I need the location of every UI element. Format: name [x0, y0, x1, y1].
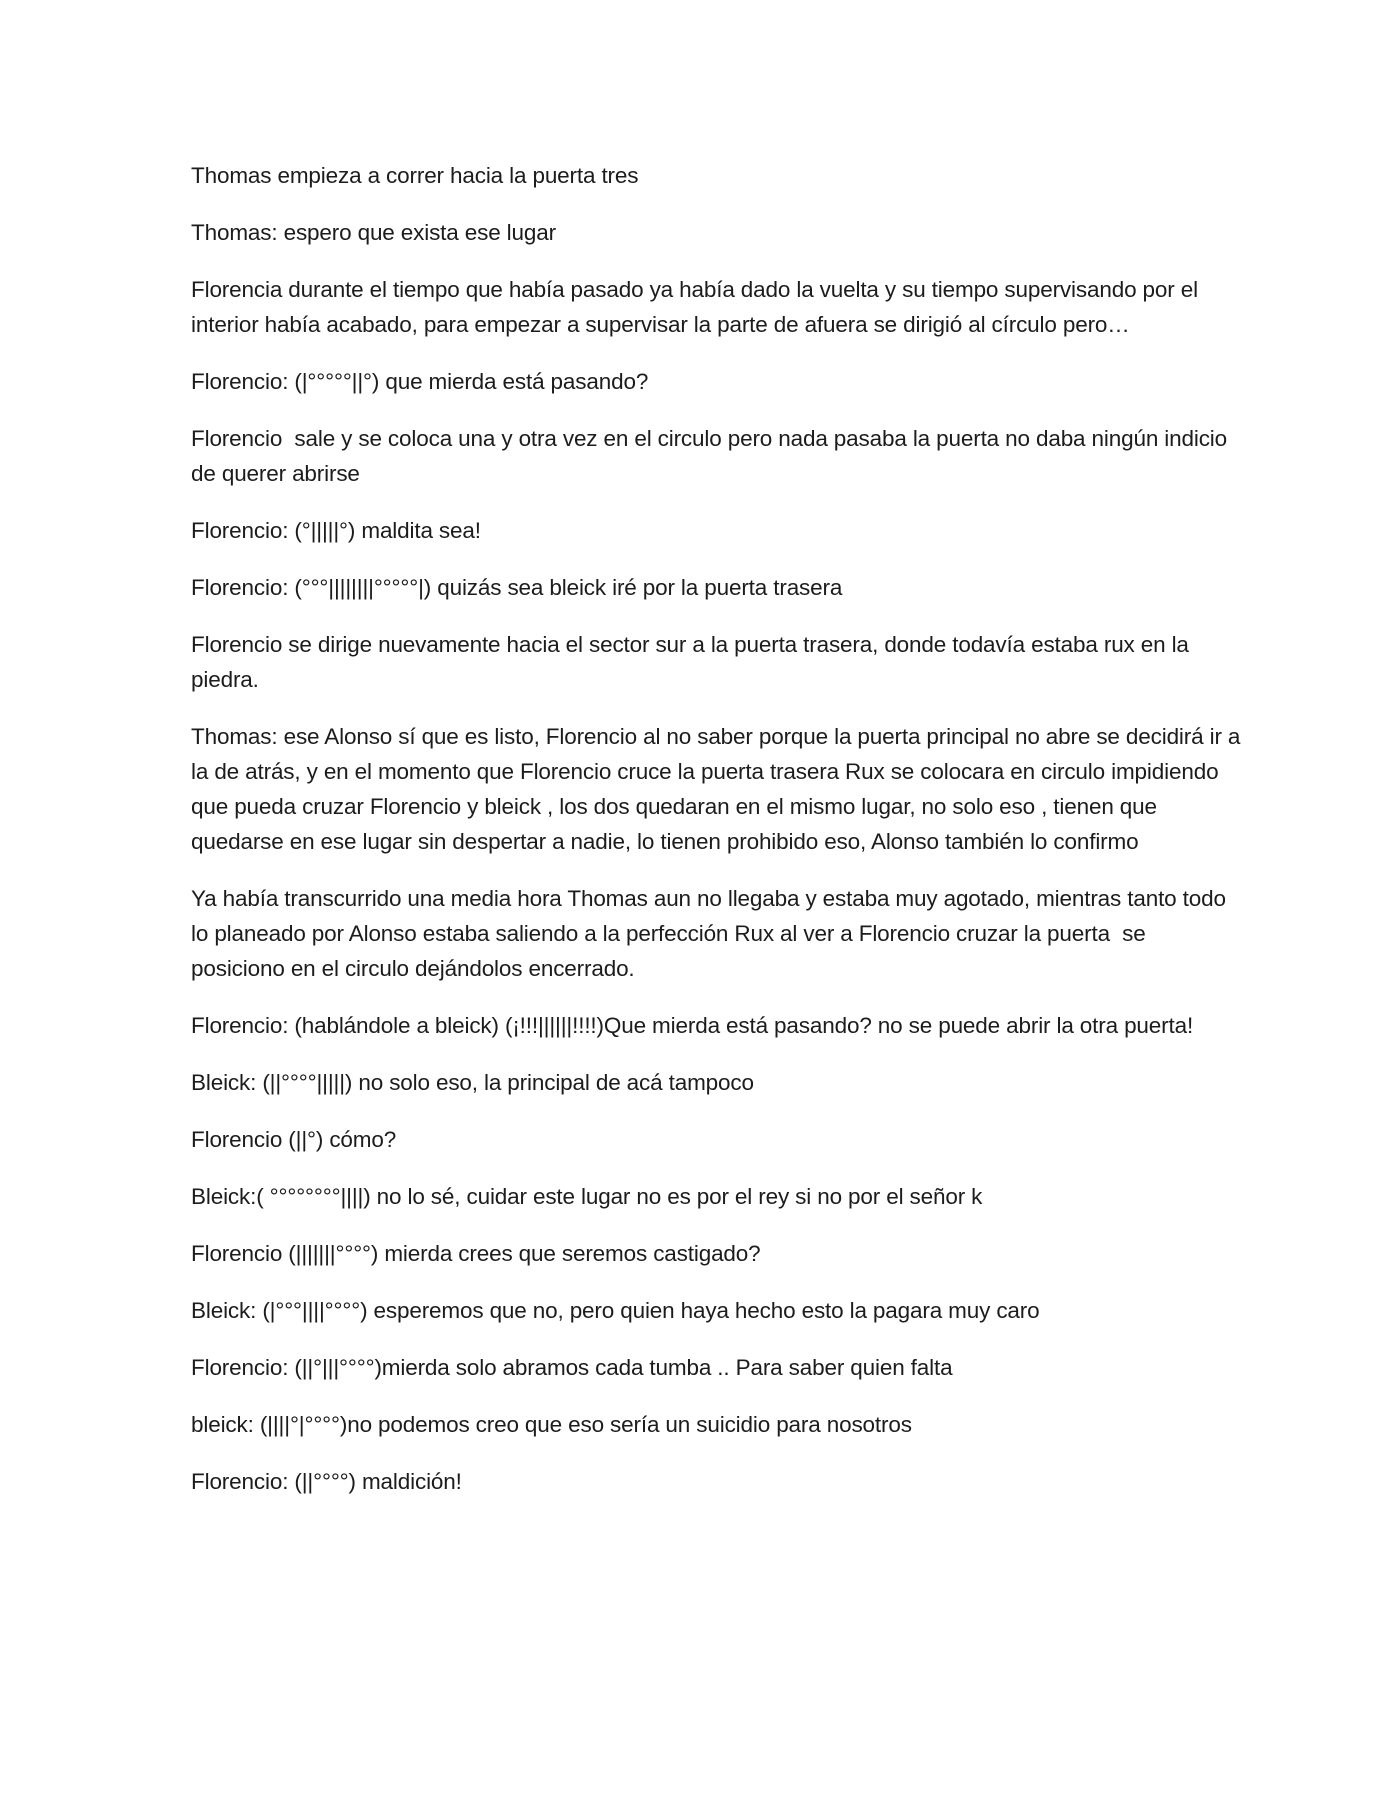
paragraph-1: Thomas empieza a correr hacia la puerta tres [191, 163, 639, 188]
paragraph-15: Florencio (|||||||°°°°) mierda crees que seremos castigado? [191, 1241, 761, 1266]
paragraph-8: Florencio se dirige nuevamente hacia el sector sur a la puerta trasera, donde todavía estaba rux en la piedra. [191, 632, 1195, 692]
paragraph-6: Florencio: (°|||||°) maldita sea! [191, 518, 481, 543]
paragraph-19: Florencio: (||°°°°) maldición! [191, 1469, 462, 1494]
paragraph-13: Florencio (||°) cómo? [191, 1127, 397, 1152]
paragraph-17: Florencio: (||°|||°°°°)mierda solo abramos cada tumba .. Para saber quien falta [191, 1355, 953, 1380]
paragraph-5: Florencio sale y se coloca una y otra vez en el circulo pero nada pasaba la puerta no daba ningún indicio de querer abrirse [191, 426, 1234, 486]
paragraph-16: Bleick: (|°°°||||°°°°) esperemos que no, pero quien haya hecho esto la pagara muy caro [191, 1298, 1040, 1323]
paragraph-11: Florencio: (hablándole a bleick) (¡!!!||||||!!!!)Que mierda está pasando? no se puede abrir la otra puerta! [191, 1013, 1194, 1038]
paragraph-3: Florencia durante el tiempo que había pasado ya había dado la vuelta y su tiempo supervisando por el interior había acabado, para empezar a supervisar la parte de afuera se dirigió al círculo pero… [191, 277, 1205, 337]
paragraph-12: Bleick: (||°°°°|||||) no solo eso, la principal de acá tampoco [191, 1070, 754, 1095]
paragraph-7: Florencio: (°°°||||||||°°°°°|) quizás sea bleick iré por la puerta trasera [191, 575, 843, 600]
document-body [191, 158, 1247, 1521]
paragraph-4: Florencio: (|°°°°°||°) que mierda está pasando? [191, 369, 649, 394]
paragraph-14: Bleick:( °°°°°°°°||||) no lo sé, cuidar este lugar no es por el rey si no por el señor k [191, 1184, 983, 1209]
paragraph-2: Thomas: espero que exista ese lugar [191, 220, 556, 245]
paragraph-18: bleick: (||||°|°°°°)no podemos creo que eso sería un suicidio para nosotros [191, 1412, 912, 1437]
paragraph-9: Thomas: ese Alonso sí que es listo, Florencio al no saber porque la puerta principal no abre se decidirá ir a la de atrás, y en el momento que Florencio cruce la puerta trasera Rux se colocara en circulo impidiendo que pueda cruzar Florencio y bleick , los dos quedaran en el mismo lugar, no solo eso , tienen que quedarse en ese lugar sin despertar a nadie, lo tienen prohibido eso, Alonso también lo confirmo [191, 724, 1247, 854]
paragraph-10: Ya había transcurrido una media hora Thomas aun no llegaba y estaba muy agotado, mientras tanto todo lo planeado por Alonso estaba saliendo a la perfección Rux al ver a Florencio cruzar la puerta se posiciono en el circulo dejándolos encerrado. [191, 886, 1232, 981]
